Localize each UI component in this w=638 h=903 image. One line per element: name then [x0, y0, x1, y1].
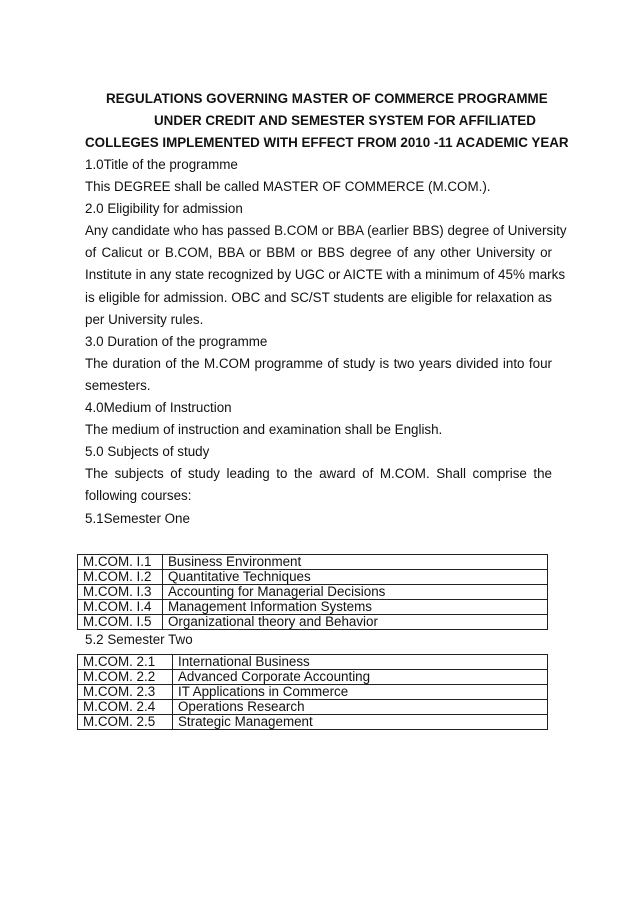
table-row: [78, 615, 548, 630]
title-line-1: REGULATIONS GOVERNING MASTER OF COMMERCE PROGRAMME: [106, 91, 548, 106]
section-2-body-line-4: is eligible for admission. OBC and SC/ST students are eligible for relaxation as: [85, 290, 552, 305]
course-name: IT Applications in Commerce: [173, 685, 548, 700]
section-1-body: This DEGREE shall be called MASTER OF COMMERCE (M.COM.).: [85, 179, 491, 194]
title-line-3: COLLEGES IMPLEMENTED WITH EFFECT FROM 2010 -11 ACADEMIC YEAR: [85, 135, 569, 150]
course-code: M.COM. I.5: [78, 615, 163, 630]
course-code: M.COM. I.4: [78, 600, 163, 615]
course-code: M.COM. 2.3: [78, 685, 173, 700]
section-5-body-line-2: following courses:: [85, 488, 192, 503]
section-1-heading: 1.0Title of the programme: [85, 157, 238, 172]
course-name: Organizational theory and Behavior: [163, 615, 548, 630]
section-3-body-line-2: semesters.: [85, 378, 151, 393]
section-3-heading: 3.0 Duration of the programme: [85, 334, 268, 349]
course-code: M.COM. 2.1: [78, 655, 173, 670]
course-code: M.COM. 2.4: [78, 700, 173, 715]
table-row: [78, 715, 548, 730]
course-name: Accounting for Managerial Decisions: [163, 585, 548, 600]
course-code: M.COM. I.3: [78, 585, 163, 600]
section-3-body-line-1: The duration of the M.COM programme of study is two years divided into four: [85, 356, 552, 371]
table-row: [78, 585, 548, 600]
table-row: [78, 670, 548, 685]
course-code: M.COM. 2.5: [78, 715, 173, 730]
section-5-2-heading: 5.2 Semester Two: [85, 632, 193, 647]
course-name: International Business: [173, 655, 548, 670]
course-code: M.COM. I.1: [78, 555, 163, 570]
table-row: [78, 570, 548, 585]
table-row: [78, 685, 548, 700]
section-5-heading: 5.0 Subjects of study: [85, 444, 210, 459]
course-name: Business Environment: [163, 555, 548, 570]
course-name: Strategic Management: [173, 715, 548, 730]
section-4-body: The medium of instruction and examination shall be English.: [85, 422, 443, 437]
section-2-body-line-3: Institute in any state recognized by UGC or AICTE with a minimum of 45% marks: [85, 267, 566, 282]
table-row: [78, 555, 548, 570]
course-name: Operations Research: [173, 700, 548, 715]
semester-two-table: [77, 654, 548, 730]
table-row: [78, 655, 548, 670]
section-2-body-line-2: of Calicut or B.COM, BBA or BBM or BBS degree of any other University or: [85, 245, 552, 260]
course-code: M.COM. I.2: [78, 570, 163, 585]
course-name: Quantitative Techniques: [163, 570, 548, 585]
semester-one-table: [77, 554, 548, 630]
section-5-body-line-1: The subjects of study leading to the award of M.COM. Shall comprise the: [85, 466, 552, 481]
section-2-body-line-5: per University rules.: [85, 312, 204, 327]
course-name: Advanced Corporate Accounting: [173, 670, 548, 685]
course-name: Management Information Systems: [163, 600, 548, 615]
course-code: M.COM. 2.2: [78, 670, 173, 685]
table-row: [78, 600, 548, 615]
section-5-1-heading: 5.1Semester One: [85, 511, 190, 526]
table-row: [78, 700, 548, 715]
section-4-heading: 4.0Medium of Instruction: [85, 400, 232, 415]
title-line-2: UNDER CREDIT AND SEMESTER SYSTEM FOR AFFILIATED: [154, 113, 536, 128]
section-2-body-line-1: Any candidate who has passed B.COM or BBA (earlier BBS) degree of University: [85, 223, 567, 238]
section-2-heading: 2.0 Eligibility for admission: [85, 201, 243, 216]
